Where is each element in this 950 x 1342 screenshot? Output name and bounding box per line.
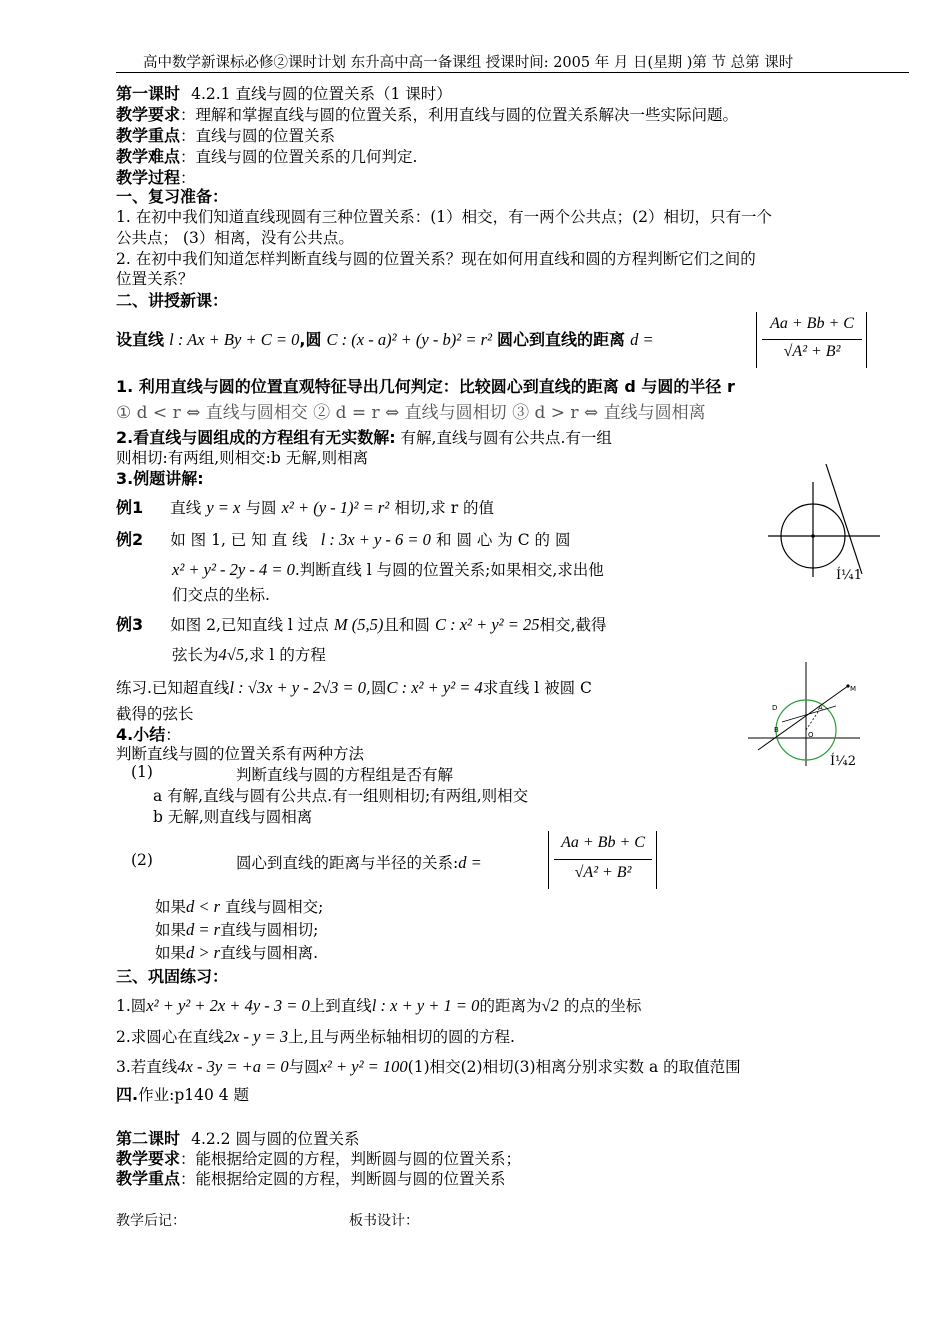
example1-label: 例1	[116, 498, 144, 517]
figure2-a-text: A	[818, 704, 823, 712]
practice-line1	[116, 676, 592, 698]
example3-text-c: 相交,截得	[539, 616, 607, 634]
exercise3-eq1: 4x - 3y = +a = 0	[177, 1057, 289, 1076]
if1-eq: d < r	[186, 897, 221, 916]
figure2-b-text: B	[774, 726, 779, 734]
review-item2-line2: 位置关系？	[116, 270, 194, 288]
exercise3-text-b: 与圆	[288, 1058, 320, 1076]
formula2-numerator: Aa + Bb + C	[561, 834, 645, 851]
if-separate	[155, 941, 318, 963]
summary-line: 判断直线与圆的位置关系有两种方法	[116, 745, 365, 763]
method1-case-b: b 无解,则直线与圆相离	[153, 808, 313, 826]
practice-line2: 截得的弦长	[116, 705, 194, 723]
lesson1-key-point	[116, 123, 335, 146]
fraction-bar	[762, 339, 862, 340]
if3-eq: d > r	[186, 943, 221, 962]
exercise1-text-c: 的距离为	[479, 997, 542, 1015]
example2-text-c: .判断直线 l 与圆的位置关系;如果相交,求出他	[294, 561, 604, 579]
section-review: 一、复习准备：	[116, 187, 229, 206]
exercise3-text-a: 3.若直线	[116, 1058, 178, 1076]
page-header: 高中数学新课标必修②课时计划 东升高中高一备课组 授课时间: 2005 年 月 日(星期 )第 节 总第 课时	[143, 55, 794, 71]
if3-text-b: 直线与圆相离.	[220, 944, 319, 962]
distance-word: 圆心到直线的距离	[497, 330, 626, 349]
req-text: ：理解和掌握直线与圆的位置关系，利用直线与圆的位置关系解决一些实际问题。	[180, 106, 739, 124]
practice-text-b: ,圆	[366, 679, 387, 697]
exercise1-text-b: 上到直线	[309, 997, 372, 1015]
example3-line2	[172, 643, 326, 665]
practice-eq2: C : x² + y² = 4	[386, 678, 483, 697]
figure1-center	[811, 534, 815, 538]
lesson2-title-text: 4.2.2 圆与圆的位置关系	[191, 1130, 360, 1148]
if2-eq: d = r	[186, 920, 221, 939]
lesson1-title-text: 4.2.1 直线与圆的位置关系（1 课时）	[191, 85, 452, 103]
circle-equation: C : (x - a)² + (y - b)² = r²	[326, 330, 492, 349]
if2-text-a: 如果	[155, 921, 187, 939]
review-item1-line2: 公共点； (3）相离，没有公共点。	[116, 229, 354, 247]
figure1-diagram	[760, 462, 890, 592]
method2-text: 圆心到直线的距离与半径的关系:	[236, 854, 459, 872]
geometric-criterion: 1. 利用直线与圆的位置直观特征导出几何判定：比较圆心到直线的距离 d 与圆的半径 r	[116, 377, 735, 396]
diff-label: 教学难点	[116, 147, 181, 166]
exercise1-eq2: l : x + y + 1 = 0	[371, 996, 480, 1015]
practice-text-a: 练习.已知超直线	[116, 679, 230, 697]
lesson2-key-text: ：能根据给定圆的方程，判断圆与圆的位置关系	[180, 1170, 506, 1188]
line-equation: l : Ax + By + C = 0	[169, 330, 300, 349]
abs-bar-right-2	[656, 831, 657, 889]
example2-eq2: x² + y² - 2y - 4 = 0	[172, 560, 295, 579]
abs-bar-right	[866, 312, 867, 368]
figure2-d-text: D	[772, 704, 778, 712]
figure2-o-text: O	[808, 731, 814, 739]
lesson1-title-label: 第一课时	[116, 84, 181, 103]
formula-denominator: √A² + B²	[783, 343, 841, 360]
example2-text-b: 和 圆 心 为 C 的 圆	[436, 531, 571, 549]
exercise1-eq1: x² + y² + 2x + 4y - 3 = 0	[146, 996, 310, 1015]
example2-label: 例2	[116, 530, 144, 549]
footer-board: 板书设计：	[349, 1213, 419, 1229]
figure1-label: Í¼1	[836, 568, 863, 583]
if3-text-a: 如果	[155, 944, 187, 962]
key-text: ：直线与圆的位置关系	[180, 127, 336, 145]
exercise2-eq: 2x - y = 3	[223, 1027, 289, 1046]
example3-eq1: M (5,5)	[333, 615, 384, 634]
header-rule	[116, 72, 909, 73]
figure1-line	[826, 464, 862, 574]
summary-colon: ：	[165, 726, 181, 744]
example1-text-a: 直线	[170, 499, 202, 517]
example2-line3: 们交点的坐标.	[172, 586, 270, 604]
example2-text-a: 如 图 1, 已 知 直 线	[170, 531, 308, 549]
review-item1-line1: 1. 在初中我们知道直线现圆有三种位置关系：(1）相交，有一两个公共点；(2）相切，只有一个	[116, 208, 773, 226]
criterion-cases: ① d < r ⇔ 直线与圆相交 ② d = r ⇔ 直线与圆相切 ③ d > r ⇔ 直线与圆相离	[116, 403, 706, 423]
exercise1	[116, 994, 641, 1016]
proc-label: 教学过程	[116, 168, 181, 187]
exercise2-text-b: 上,且与两坐标轴相切的圆的方程.	[288, 1028, 515, 1046]
figure2-chord	[782, 706, 836, 722]
example3-text-a: 如图 2,已知直线 l 过点	[170, 616, 329, 634]
req-label: 教学要求	[116, 105, 181, 124]
lesson1-title	[116, 81, 452, 104]
fraction-bar-2	[554, 859, 652, 860]
figure2-label: Í¼2	[830, 754, 857, 769]
example1-text-b: 与圆	[245, 499, 277, 517]
abs-bar-left	[756, 312, 757, 368]
algebraic-label: 2.看直线与圆组成的方程组有无实数解:	[116, 428, 396, 447]
example1-text-c: 相切,求 r 的值	[394, 499, 495, 517]
method2-d-equals: d =	[458, 853, 482, 872]
exercise3-text-c: (1)相交(2)相切(3)相离分别求实数 a 的取值范围	[407, 1058, 741, 1076]
practice-eq1: l : √3x + y - 2√3 = 0	[229, 678, 367, 697]
example1-eq1: y = x	[206, 498, 241, 517]
homework-label: 四.	[116, 1085, 139, 1104]
example2-line1	[116, 527, 570, 550]
lesson1-requirements	[116, 102, 738, 125]
example3-label: 例3	[116, 615, 144, 634]
homework-text: 作业:p140 4 题	[138, 1086, 250, 1104]
method1-case-a: a 有解,直线与圆有公共点.有一组则相切;有两组,则相交	[153, 787, 529, 805]
d-equals: d =	[630, 330, 654, 349]
example2-eq1: l : 3x + y - 6 = 0	[320, 530, 431, 549]
footer-notes: 教学后记：	[116, 1213, 186, 1229]
exercise1-eq3: √2	[541, 996, 559, 1015]
algebraic-line2: 则相切:有两组,则相交:b 无解,则相离	[116, 449, 369, 467]
figure2-m-text: M	[850, 685, 857, 693]
example3-text-b: 且和圆	[383, 616, 430, 634]
if2-text-b: 直线与圆相切;	[220, 921, 319, 939]
example3-eq2: C : x² + y² = 25	[434, 615, 540, 634]
method2-line	[236, 851, 482, 873]
lesson1-difficulty	[116, 144, 417, 167]
abs-bar-left-2	[548, 831, 549, 889]
setup-line	[116, 327, 654, 350]
exercise1-text-d: 的点的坐标	[563, 997, 642, 1015]
if-intersect	[155, 895, 323, 917]
review-item2-line1: 2. 在初中我们知道怎样判断直线与圆的位置关系？现在如何用直线和圆的方程判断它们之间的	[116, 250, 756, 268]
lesson2-req-label: 教学要求	[116, 1149, 181, 1168]
formula-numerator: Aa + Bb + C	[770, 315, 854, 332]
method2-number: (2)	[131, 851, 153, 869]
diff-text: ：直线与圆的位置关系的几何判定.	[180, 148, 418, 166]
set-line-word: 设直线	[116, 330, 165, 349]
example1-eq2: x² + (y - 1)² = r²	[281, 498, 390, 517]
homework	[116, 1082, 249, 1105]
proc-colon: ：	[180, 169, 196, 187]
example1	[116, 495, 494, 518]
lesson2-title-label: 第二课时	[116, 1129, 181, 1148]
lesson2-req-text: ：能根据给定圆的方程，判断圆与圆的位置关系；	[180, 1150, 522, 1168]
formula2-denominator: √A² + B²	[574, 864, 632, 881]
example3-text-e: ,求 l 的方程	[244, 646, 326, 664]
exercise3-eq2: x² + y² = 100	[319, 1057, 408, 1076]
lesson2-key-point	[116, 1166, 506, 1189]
exercise3	[116, 1055, 741, 1077]
summary-label: 4.小结	[116, 725, 166, 744]
if1-text-a: 如果	[155, 898, 187, 916]
example3-eq3: 4√5	[218, 645, 245, 664]
example3-text-d: 弦长为	[172, 646, 219, 664]
algebraic-text: 有解,直线与圆有公共点.有一组	[395, 429, 612, 447]
algebraic-criterion	[116, 425, 612, 448]
section-new-lesson: 二、讲授新课：	[116, 291, 229, 310]
circle-word: ,圆	[299, 330, 322, 349]
method1-number: (1)	[131, 763, 153, 781]
practice-text-c: 求直线 l 被圆 C	[482, 679, 592, 697]
lesson2-key-label: 教学重点	[116, 1169, 181, 1188]
section-consolidation: 三、巩固练习：	[116, 967, 229, 986]
exercise2	[116, 1025, 515, 1047]
exercise2-text-a: 2.求圆心在直线	[116, 1028, 224, 1046]
example2-line2	[172, 558, 604, 580]
exercise1-text-a: 1.圆	[116, 997, 147, 1015]
method1-text: 判断直线与圆的方程组是否有解	[236, 766, 454, 784]
examples-heading: 3.例题讲解:	[116, 469, 204, 488]
example3-line1	[116, 612, 606, 635]
if-tangent	[155, 918, 318, 940]
if1-text-b: 直线与圆相交;	[225, 898, 324, 916]
key-label: 教学重点	[116, 126, 181, 145]
